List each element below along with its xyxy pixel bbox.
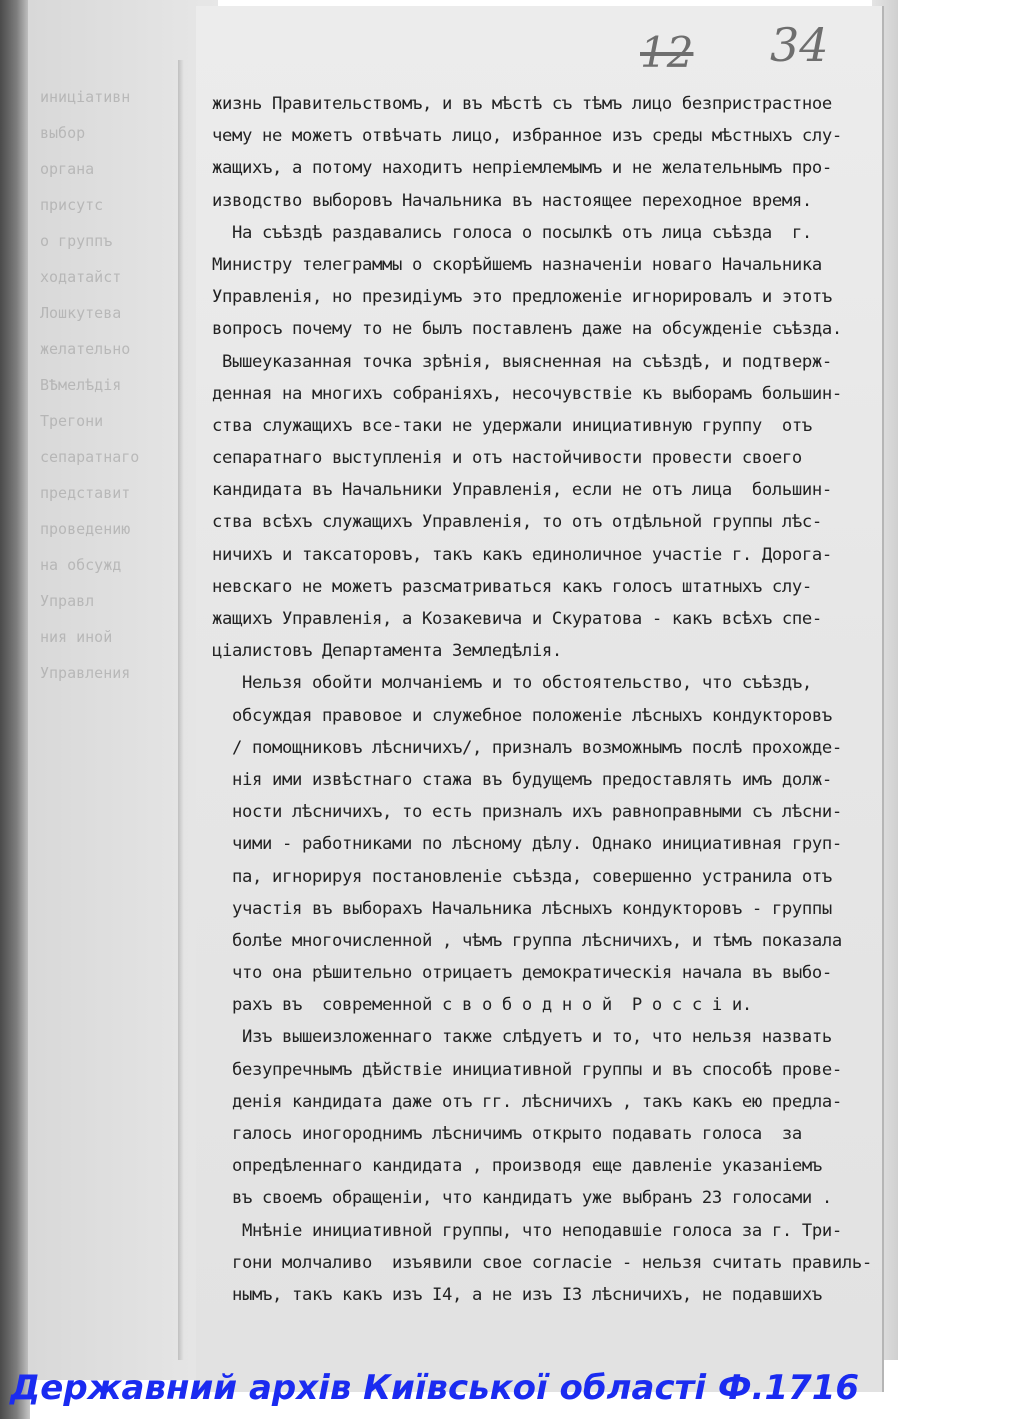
bleed-fragment: органа xyxy=(40,160,95,178)
text-line: болѣе многочисленной , чѣмъ группа лѣсничихъ, и тѣмъ показала xyxy=(212,930,842,951)
text-line: денная на многихъ собраніяхъ, несочувствіе къ выборамъ большин- xyxy=(212,383,842,404)
text-line: жащихъ Управленія, а Козакевича и Скуратова - какъ всѣхъ спе- xyxy=(212,609,822,629)
binding-shadow xyxy=(0,0,30,1419)
bleed-fragment: Управл xyxy=(40,592,95,610)
bleed-fragment: Лошкутева xyxy=(40,304,122,322)
bleed-fragment: присутс xyxy=(40,196,104,214)
bleed-fragment: проведению xyxy=(40,520,131,538)
page-number: 34 xyxy=(770,18,829,72)
text-line: Нельзя обойти молчаніемъ и то обстоятельство, что съѣздъ, xyxy=(212,673,812,694)
text-line: чими - работниками по лѣсному дѣлу. Однако инициативная груп- xyxy=(212,834,842,855)
text-line: нія ими извѣстнаго стажа въ будущемъ предоставлять имъ долж- xyxy=(212,769,832,790)
text-line: Вышеуказанная точка зрѣнія, выясненная на съѣздѣ, и подтверж- xyxy=(212,351,832,372)
bleed-fragment: ВѢмелѣдія xyxy=(40,376,122,394)
bleed-fragment: выбор xyxy=(40,124,86,142)
bleed-fragment: о группъ xyxy=(40,232,113,250)
text-line: въ своемъ обращеніи, что кандидатъ уже выбранъ 23 голосами . xyxy=(212,1188,832,1209)
crossed-out-page-number: 12 xyxy=(640,28,694,77)
text-line: Изъ вышеизложеннаго также слѣдуетъ и то, что нельзя назвать xyxy=(212,1027,832,1048)
text-line: вопросъ почему то не былъ поставленъ даже на обсужденіе съѣзда. xyxy=(212,319,842,340)
text-line: чему не можетъ отвѣчать лицо, избранное изъ среды мѣстныхъ слу- xyxy=(212,126,842,147)
bleed-fragment: иницiативн xyxy=(40,88,131,106)
bleed-fragment: сепаратнаго xyxy=(40,448,140,466)
text-line: гони молчаливо изъявили свое согласіе - нельзя считать правиль- xyxy=(212,1252,872,1273)
text-line: изводство выборовъ Начальника въ настоящее переходное время. xyxy=(212,190,812,211)
text-line: па, игнорируя постановленіе съѣзда, совершенно устранила отъ xyxy=(212,866,832,887)
typed-document-text xyxy=(212,88,892,1311)
text-line: безупречнымъ дѣйствіе инициативной группы и въ способѣ прове- xyxy=(212,1059,842,1080)
text-line: участія въ выборахъ Начальника лѣсныхъ кондукторовъ - группы xyxy=(212,898,832,919)
bleed-fragment: ходатайст xyxy=(40,268,122,286)
bleed-fragment: представит xyxy=(40,484,131,502)
text-line: галось иногороднимъ лѣсничимъ открыто подавать голоса за xyxy=(212,1124,802,1144)
text-line: ности лѣсничихъ, то есть призналъ ихъ равноправными съ лѣсни- xyxy=(212,802,842,823)
text-line: ства служащихъ все-таки не удержали инициативную группу отъ xyxy=(212,415,812,436)
underlying-page-edge xyxy=(178,60,184,1360)
bleed-fragment: желательно xyxy=(40,340,131,358)
text-line: жащихъ, а потому находитъ непріемлемымъ и не желательнымъ про- xyxy=(212,158,832,179)
bleed-fragment: Управления xyxy=(40,664,131,682)
text-line: ства всѣхъ служащихъ Управленія, то отъ отдѣльной группы лѣс- xyxy=(212,512,822,533)
text-line: обсуждая правовое и служебное положеніе лѣсныхъ кондукторовъ xyxy=(212,705,832,726)
text-line: нымъ, такъ какъ изъ І4, а не изъ ІЗ лѣсничихъ, не подавшихъ xyxy=(212,1284,822,1305)
text-line: денія кандидата даже отъ гг. лѣсничихъ , такъ какъ ею предла- xyxy=(212,1091,842,1112)
text-line: Министру телеграммы о скорѣйшемъ назначеніи новаго Начальника xyxy=(212,254,822,275)
text-line: ціалистовъ Департамента Земледѣлія. xyxy=(212,641,562,662)
text-line: Мнѣніе инициативной группы, что неподавшіе голоса за г. Три- xyxy=(212,1220,842,1241)
text-line: что она рѣшительно отрицаетъ демократическія начала въ выбо- xyxy=(212,963,832,984)
text-line: / помощниковъ лѣсничихъ/, призналъ возможнымъ послѣ прохожде- xyxy=(212,737,842,758)
bleed-fragment: Трегони xyxy=(40,412,104,430)
text-line: опредѣленнаго кандидата , производя еще давленіе указаніемъ xyxy=(212,1156,822,1177)
text-line: На съѣздѣ раздавались голоса о посылкѣ отъ лица съѣзда г. xyxy=(212,222,812,243)
text-line: невскаго не можетъ разсматриваться какъ голосъ штатныхъ слу- xyxy=(212,576,812,597)
archive-caption: Державний архів Київської області Ф.1716 xyxy=(10,1368,860,1408)
bleed-fragment: ния иной xyxy=(40,628,113,646)
text-line: ничихъ и таксаторовъ, такъ какъ единоличное участіе г. Дорога- xyxy=(212,544,832,565)
text-line: сепаратнаго выступленія и отъ настойчивости провести своего xyxy=(212,448,802,469)
text-line: рахъ въ современной с в о б о д н о й Р о с с і и. xyxy=(212,995,752,1016)
text-line: Управленія, но президіумъ это предложеніе игнорировалъ и этотъ xyxy=(212,287,832,308)
text-line: жизнь Правительствомъ, и въ мѣстѣ съ тѣмъ лицо безпристрастное xyxy=(212,94,832,114)
text-line: кандидата въ Начальники Управленія, если не отъ лица большин- xyxy=(212,480,832,501)
bleed-fragment: на обсужд xyxy=(40,556,122,574)
